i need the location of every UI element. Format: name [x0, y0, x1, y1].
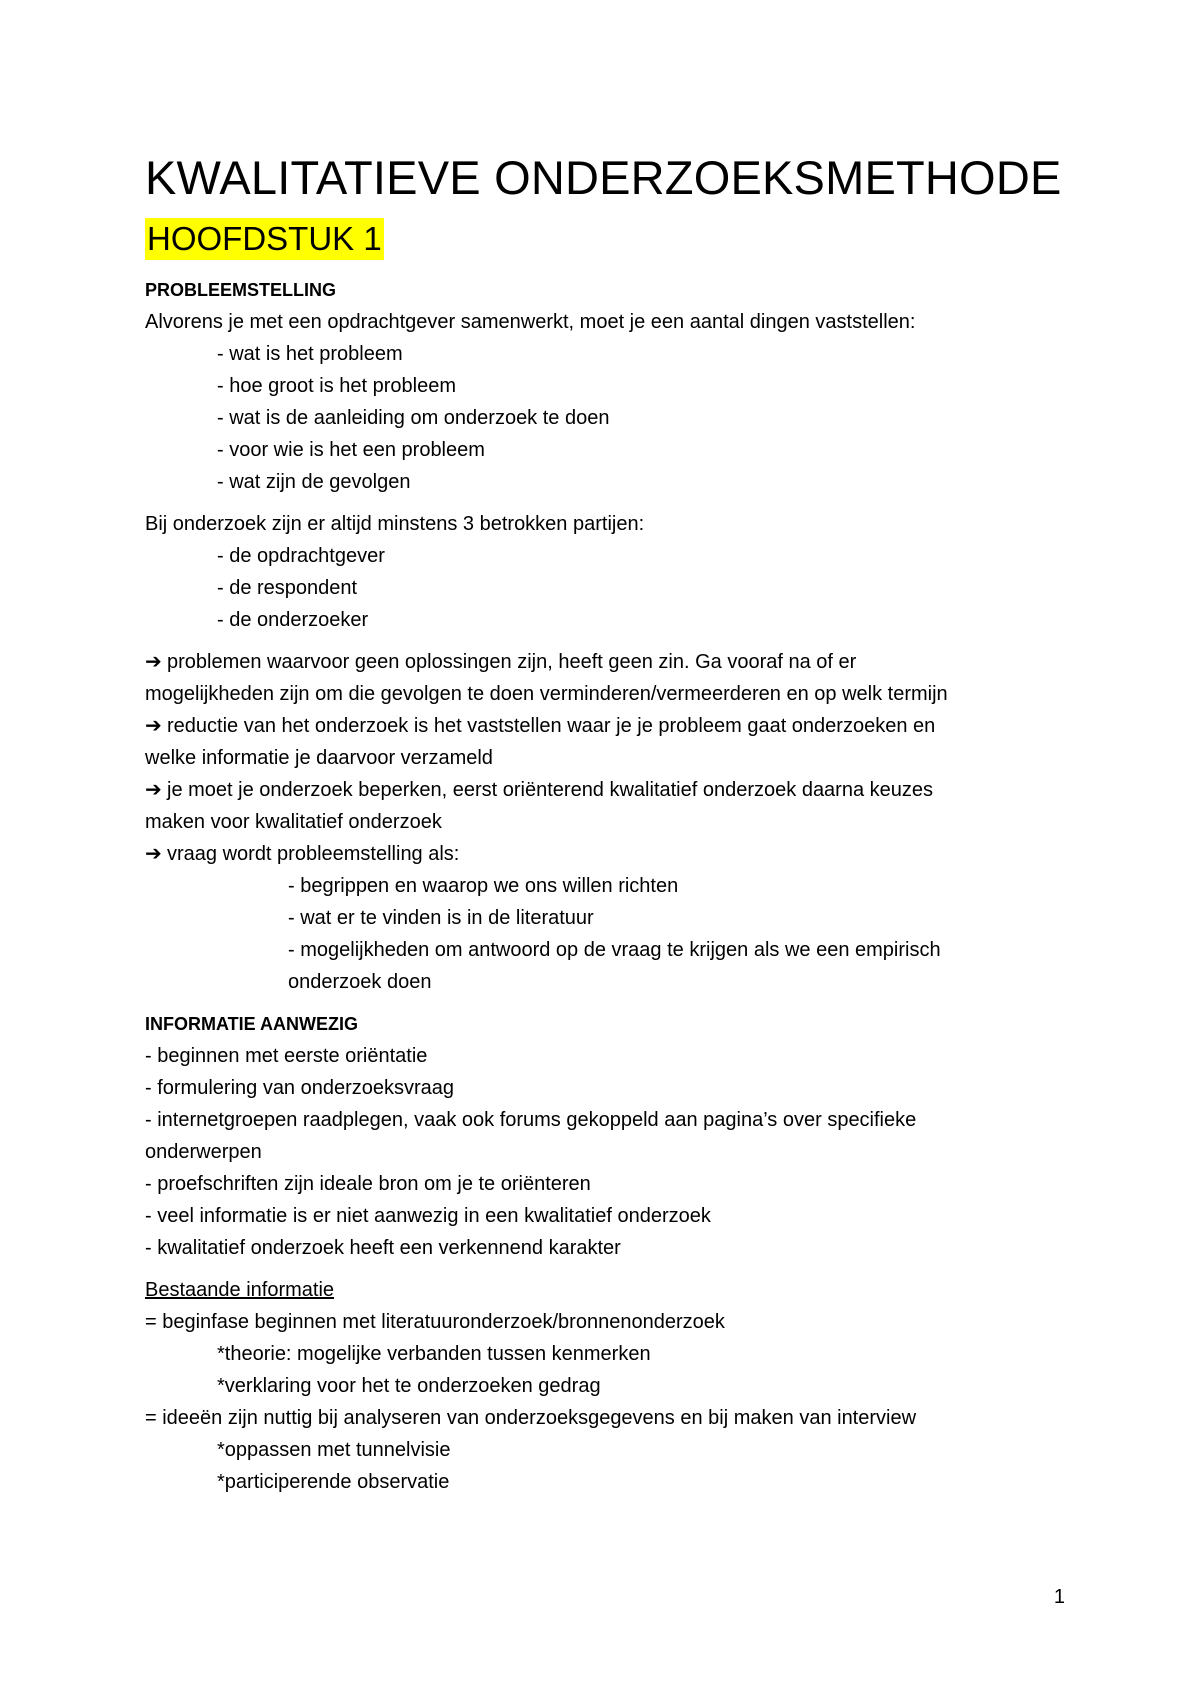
arrow-point-text: vraag wordt probleemstelling als:	[167, 843, 460, 865]
arrow-right-icon: ➔	[145, 715, 162, 737]
arrow-point-text: je moet je onderzoek beperken, eerst oriënterend kwalitatief onderzoek daarna keuzes	[167, 779, 934, 801]
list-item: - wat zijn de gevolgen	[217, 471, 411, 493]
list-item: *participerende observatie	[217, 1471, 450, 1493]
list-item: - de onderzoeker	[217, 609, 369, 631]
arrow-point	[145, 710, 1065, 742]
section-intro: Alvorens je met een opdrachtgever samenwerkt, moet je een aantal dingen vaststellen:	[145, 311, 916, 333]
arrow-point-text: reductie van het onderzoek is het vaststellen waar je je probleem gaat onderzoeken en	[167, 715, 936, 737]
section-intro: Bij onderzoek zijn er altijd minstens 3 betrokken partijen:	[145, 513, 645, 535]
chapter-heading: HOOFDSTUK 1	[145, 218, 384, 260]
list-item-continuation: onderwerpen	[145, 1141, 262, 1163]
document-title: KWALITATIEVE ONDERZOEKSMETHODE	[145, 151, 1062, 204]
definition-line: = beginfase beginnen met literatuuronderzoek/bronnenonderzoek	[145, 1311, 725, 1333]
section-heading-bestaande-informatie: Bestaande informatie	[145, 1279, 335, 1301]
list-item: - internetgroepen raadplegen, vaak ook forums gekoppeld aan pagina’s over specifieke	[145, 1109, 917, 1131]
arrow-point-continuation: welke informatie je daarvoor verzameld	[145, 747, 493, 769]
arrow-point	[145, 774, 1065, 806]
list-item: - hoe groot is het probleem	[217, 375, 457, 397]
list-item: *theorie: mogelijke verbanden tussen kenmerken	[217, 1343, 651, 1365]
list-item: - kwalitatief onderzoek heeft een verkennend karakter	[145, 1237, 621, 1259]
arrow-point	[145, 646, 1065, 678]
list-item: - formulering van onderzoeksvraag	[145, 1077, 455, 1099]
page-number: 1	[1053, 1586, 1065, 1608]
list-item: - voor wie is het een probleem	[217, 439, 485, 461]
list-item: *verklaring voor het te onderzoeken gedrag	[217, 1375, 601, 1397]
list-item: - wat is het probleem	[217, 343, 403, 365]
section-heading-probleemstelling: PROBLEEMSTELLING	[145, 280, 337, 300]
list-item: - wat is de aanleiding om onderzoek te doen	[217, 407, 610, 429]
list-item: - proefschriften zijn ideale bron om je te oriënteren	[145, 1173, 591, 1195]
sub-list-item-continuation: onderzoek doen	[288, 971, 432, 993]
arrow-right-icon: ➔	[145, 651, 162, 673]
document-content	[145, 150, 1065, 1498]
arrow-right-icon: ➔	[145, 843, 162, 865]
arrow-point-text: problemen waarvoor geen oplossingen zijn, heeft geen zin. Ga vooraf na of er	[167, 651, 857, 673]
section-heading-informatie-aanwezig: INFORMATIE AANWEZIG	[145, 1014, 358, 1034]
list-item: - beginnen met eerste oriëntatie	[145, 1045, 428, 1067]
sub-list-item: - begrippen en waarop we ons willen richten	[288, 875, 679, 897]
arrow-point	[145, 838, 1065, 870]
list-item: - de opdrachtgever	[217, 545, 385, 567]
arrow-right-icon: ➔	[145, 779, 162, 801]
chapter-heading-wrapper	[145, 218, 1065, 274]
list-item: - de respondent	[217, 577, 358, 599]
arrow-point-continuation: maken voor kwalitatief onderzoek	[145, 811, 442, 833]
sub-list-item: - wat er te vinden is in de literatuur	[288, 907, 594, 929]
arrow-point-continuation: mogelijkheden zijn om die gevolgen te doen verminderen/vermeerderen en op welk termijn	[145, 683, 948, 705]
definition-line: = ideeën zijn nuttig bij analyseren van onderzoeksgegevens en bij maken van interview	[145, 1407, 917, 1429]
sub-list-item: - mogelijkheden om antwoord op de vraag te krijgen als we een empirisch	[288, 939, 941, 961]
list-item: - veel informatie is er niet aanwezig in een kwalitatief onderzoek	[145, 1205, 711, 1227]
list-item: *oppassen met tunnelvisie	[217, 1439, 451, 1461]
